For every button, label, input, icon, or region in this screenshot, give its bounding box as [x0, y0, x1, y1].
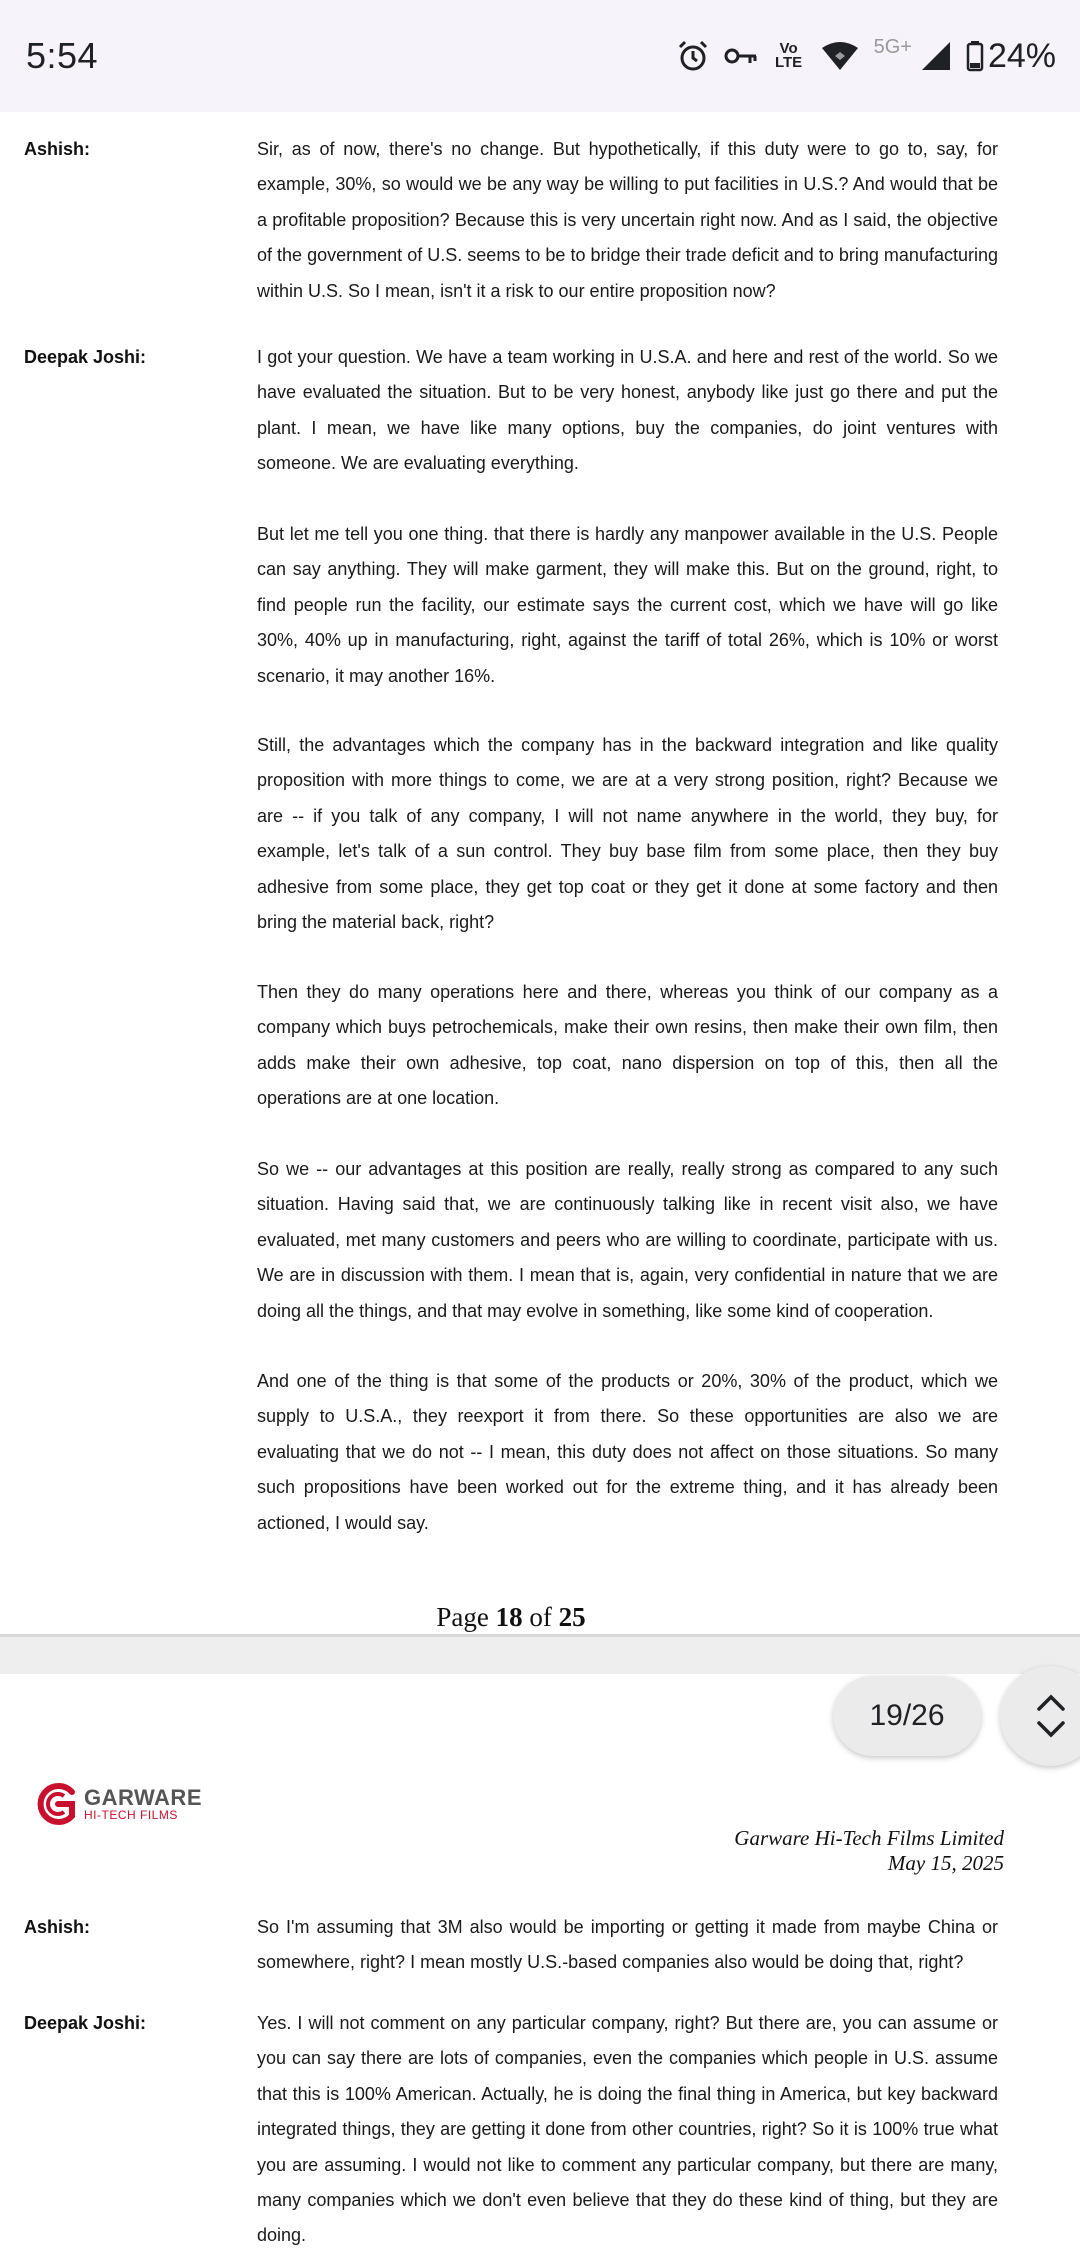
document-page-19 [0, 1674, 1080, 2268]
battery-percent: 24% [987, 36, 1056, 75]
network-type: 5G+ [873, 35, 912, 58]
page-current: 18 [495, 1602, 523, 1632]
speaker-name: Deepak Joshi: [24, 347, 147, 367]
chevron-down-icon[interactable] [1036, 1720, 1066, 1738]
transcript-paragraph: I got your question. We have a team working in U.S.A. and here and rest of the world. So we have evaluated the situation. But to be very honest, anybody like just go there and put the plant. I mean, we have like many options, buy the companies, do joint ventures with someone. We are evaluating everything. [257, 347, 998, 474]
alarm-icon [676, 39, 710, 73]
vpn-key-icon [724, 45, 758, 67]
transcript-paragraph: Yes. I will not comment on any particular company, right? But there are, you can assume or you can say there are lots of companies, even the companies which people in U.S. assume that this is 100% American. Actually, he is doing the final thing in America, but key backward integrated things, they are getting it done from other countries, right? So it is 100% true what you are assuming. I would not like to comment any particular company, but there are many, many companies which we don't even believe that they do these kind of thing, but they are doing. [257, 2013, 998, 2246]
battery-icon [966, 40, 984, 72]
page-footer: Page 18 of 25 [436, 1602, 586, 1632]
transcript-paragraph: Then they do many operations here and there, whereas you think of our company as a company which buys petrochemicals, make their own resins, then make their own film, then adds make their own adhesive, top coat, nano dispersion on top of this, then all the operations are at one location. [257, 982, 998, 1109]
transcript-paragraph: But let me tell you one thing. that there is hardly any manpower available in the U.S. People can say anything. They will make garment, they will make this. But on the ground, right, to find people run the facility, our estimate says the current cost, which we have will go like 30%, 40% up in manufacturing, right, against the tariff of total 26%, which is 10% or worst scenario, it may another 16%. [257, 524, 998, 686]
status-time: 5:54 [26, 35, 99, 76]
logo-sub-text: HI-TECH FILMS [84, 1807, 178, 1822]
logo-main-text: GARWARE [84, 1784, 202, 1810]
speaker-name: Ashish: [24, 139, 91, 159]
garware-logo [34, 1782, 202, 1826]
wifi-icon [820, 40, 860, 72]
transcript-paragraph: So I'm assuming that 3M also would be importing or getting it made from maybe China or somewhere, right? I mean mostly U.S.-based companies also would be doing that, right? [257, 1917, 998, 1973]
page-indicator[interactable]: 19/26 [833, 1676, 981, 1756]
status-bar [0, 0, 1080, 112]
garware-logo-icon [34, 1782, 78, 1826]
status-icons [676, 37, 1056, 76]
document-page-18 [0, 112, 1080, 1634]
company-name: Garware Hi-Tech Films Limited [734, 1826, 1004, 1850]
transcript-paragraph: So we -- our advantages at this position are really, really strong as compared to any such situation. Having said that, we are continuously talking like in recent visit also, we have evaluated, met many customers and peers who are willing to coordinate, participate with us. We are in discussion with them. I mean that is, again, very confidential in nature that we are doing all the things, and that may evolve in something, like some kind of cooperation. [257, 1159, 998, 1321]
page-divider [0, 1634, 1080, 1677]
chevron-up-icon[interactable] [1036, 1694, 1066, 1712]
page-total: 25 [558, 1602, 586, 1632]
transcript-paragraph: Sir, as of now, there's no change. But hypothetically, if this duty were to go to, say, for example, 30%, so would we be any way be willing to put facilities in U.S.? And would that be a profitable proposition? Because this is very uncertain right now. And as I said, the objective of the government of U.S. seems to be to bridge their trade deficit and to bring manufacturing within U.S. So I mean, isn't it a risk to our entire proposition now? [257, 139, 998, 301]
volte-icon: Vo LTE [774, 40, 803, 71]
battery-status [966, 37, 1056, 76]
transcript-paragraph: Still, the advantages which the company has in the backward integration and like quality proposition with more things to come, we are at a very strong position, right? Because we are -- if you talk of any company, I will not name anywhere in the world, they buy, for example, let's talk of a sun control. They buy base film from some place, then they buy adhesive from some place, they get top coat or they get it done at some factory and then bring the material back, right? [257, 735, 998, 933]
speaker-name: Deepak Joshi: [24, 2013, 147, 2033]
signal-icon [920, 40, 952, 72]
transcript-paragraph: And one of the thing is that some of the products or 20%, 30% of the product, which we supply to U.S.A., they reexport it from there. So these opportunities are also we are evaluating that we do not -- I mean, this duty does not affect on those situations. So many such propositions have been worked out for the extreme thing, and it has already been actioned, I would say. [257, 1371, 998, 1533]
speaker-name: Ashish: [24, 1917, 91, 1937]
company-header [734, 1826, 1004, 1876]
document-date: May 15, 2025 [887, 1851, 1004, 1875]
